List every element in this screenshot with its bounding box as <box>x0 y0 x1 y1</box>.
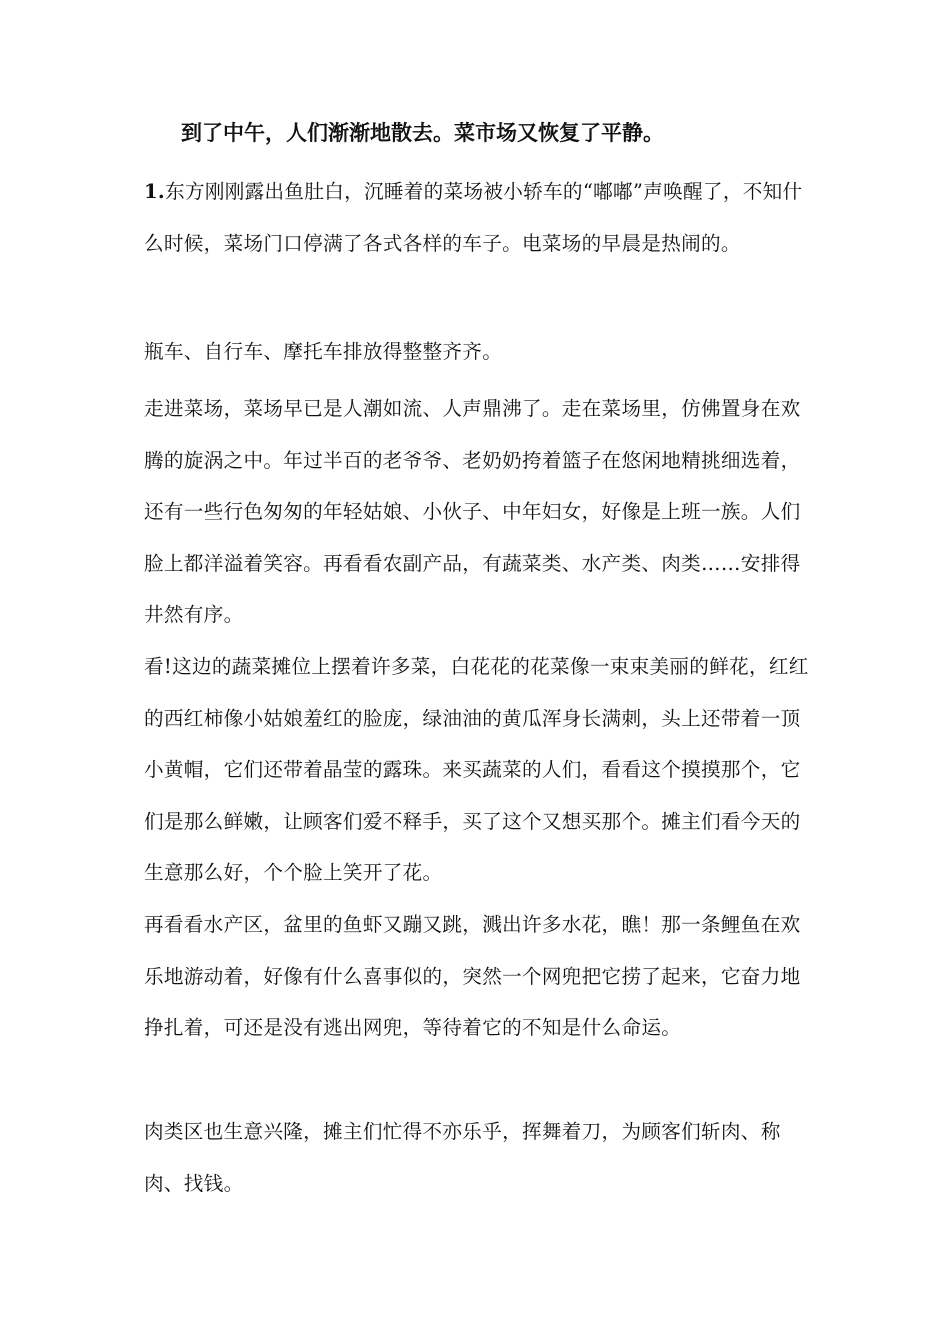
paragraph-2: 瓶车、自行车、摩托车排放得整整齐齐。 <box>144 340 503 363</box>
document-heading: 到了中午，人们渐渐地散去。菜市场又恢复了平静。 <box>181 121 664 145</box>
paragraph-number: 1. <box>144 180 166 203</box>
paragraph-6: 肉类区也生意兴隆，摊主们忙得不亦乐乎，挥舞着刀，为顾客们斩肉、称肉、找钱。 <box>144 1120 781 1195</box>
paragraph-3: 走进菜场，菜场早已是人潮如流、人声鼎沸了。走在菜场里，仿佛置身在欢腾的旋涡之中。年过半百的老爷爷、老奶奶挎着篮子在悠闲地精挑细选着，还有一些行色匆匆的年轻姑娘、小伙子、中年妇女，好像是上班一族。人们脸上都洋溢着笑容。再看看农副产品，有蔬菜类、水产类、肉类……安排得井然有序。 <box>144 397 801 626</box>
paragraph-1 <box>144 166 812 269</box>
paragraph-4: 看!这边的蔬菜摊位上摆着许多菜，白花花的花菜像一束束美丽的鲜花，红红的西红柿像小姑娘羞红的脸庞，绿油油的黄瓜浑身长满刺，头上还带着一顶小黄帽，它们还带着晶莹的露珠。来买蔬菜的人们，看看这个摸摸那个，它们是那么鲜嫩，让顾客们爱不释手，买了这个又想买那个。摊主们看今天的生意那么好，个个脸上笑开了花。 <box>144 655 809 884</box>
paragraph-1-text: 东方刚刚露出鱼肚白，沉睡着的菜场被小轿车的“嘟嘟”声唤醒了，不知什么时候，菜场门口停满了各式各样的车子。电菜场的早晨是热闹的。 <box>144 180 803 255</box>
paragraph-5: 再看看水产区，盆里的鱼虾又蹦又跳，溅出许多水花，瞧！那一条鲤鱼在欢乐地游动着，好像有什么喜事似的，突然一个网兜把它捞了起来，它奋力地挣扎着，可还是没有逃出网兜，等待着它的不知是什么命运。 <box>144 913 801 1039</box>
